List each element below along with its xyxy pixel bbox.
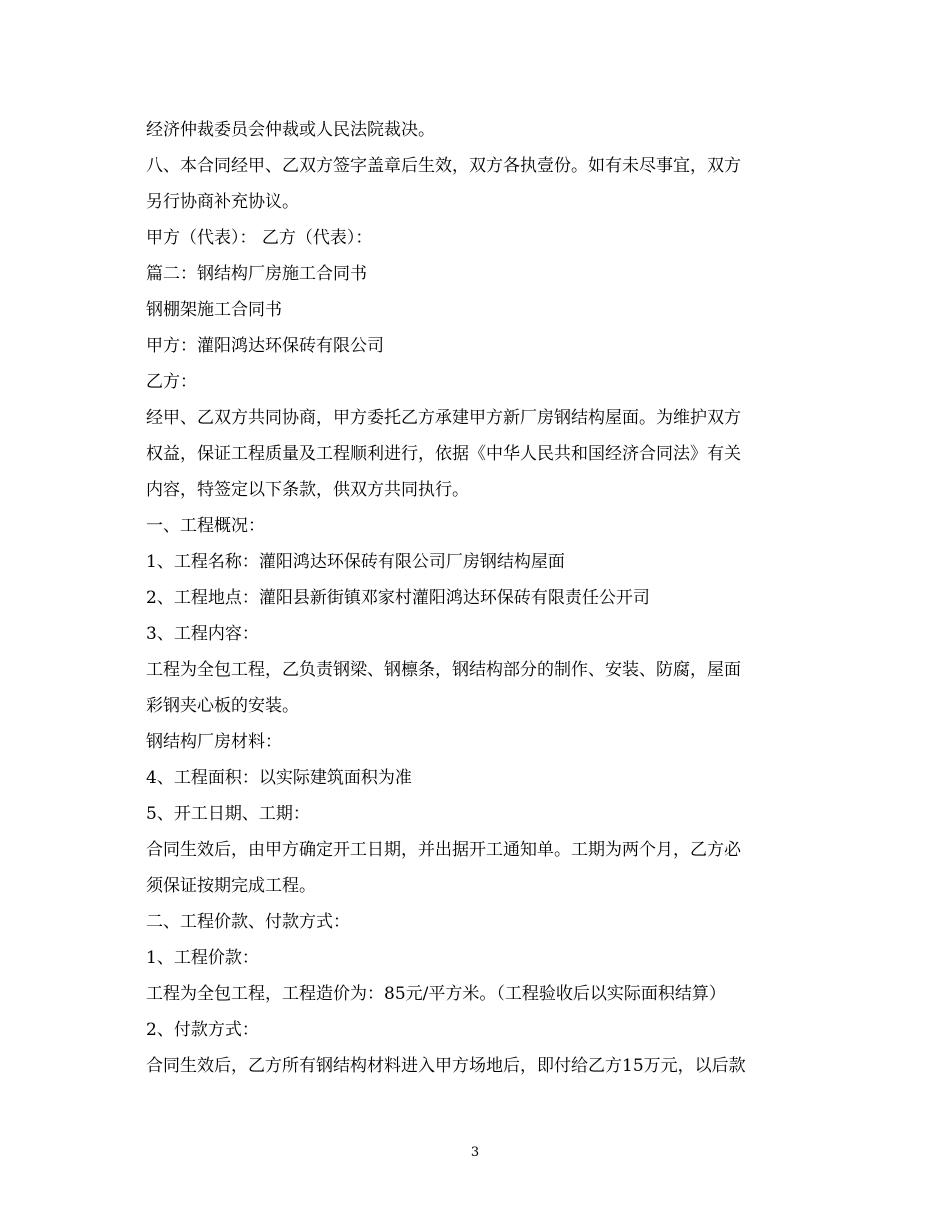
- clause-heading: 一、工程概况：: [146, 516, 265, 536]
- text-line: 2、付款方式：: [146, 1020, 259, 1040]
- contract-title: 钢棚架施工合同书: [146, 300, 282, 320]
- text-line: 3、工程内容：: [146, 624, 259, 644]
- text-line: 另行协商补充协议。: [146, 192, 299, 212]
- text-line: 4、工程面积：以实际建筑面积为准: [146, 768, 412, 788]
- section-heading: 篇二：钢结构厂房施工合同书: [146, 264, 367, 284]
- text-line: 八、本合同经甲、乙双方签字盖章后生效，双方各执壹份。如有未尽事宜，双方: [146, 156, 741, 176]
- text-line: 权益，保证工程质量及工程顺利进行，依据《中华人民共和国经济合同法》有关: [146, 444, 741, 464]
- text-line: 合同生效后，乙方所有钢结构材料进入甲方场地后，即付给乙方15万元，以后款: [146, 1056, 746, 1076]
- party-b: 乙方：: [146, 372, 197, 392]
- text-line: 彩钢夹心板的安装。: [146, 696, 299, 716]
- text-line: 2、工程地点：灌阳县新街镇邓家村灌阳鸿达环保砖有限责任公开司: [146, 588, 650, 608]
- text-line: 钢结构厂房材料：: [146, 732, 282, 752]
- text-line: 1、工程名称：灌阳鸿达环保砖有限公司厂房钢结构屋面: [146, 552, 565, 572]
- party-a: 甲方：灌阳鸿达环保砖有限公司: [146, 336, 384, 356]
- text-line: 经济仲裁委员会仲裁或人民法院裁决。: [146, 120, 435, 140]
- text-line: 甲方（代表）： 乙方（代表）：: [146, 228, 373, 248]
- clause-heading: 二、工程价款、付款方式：: [146, 912, 350, 932]
- text-line: 经甲、乙双方共同协商，甲方委托乙方承建甲方新厂房钢结构屋面。为维护双方: [146, 408, 741, 428]
- text-line: 合同生效后，由甲方确定开工日期，并出据开工通知单。工期为两个月，乙方必: [146, 840, 741, 860]
- text-line: 须保证按期完成工程。: [146, 876, 316, 896]
- text-line: 1、工程价款：: [146, 948, 259, 968]
- text-line: 工程为全包工程，工程造价为：85元/平方米。（工程验收后以实际面积结算）: [146, 984, 726, 1004]
- text-line: 内容，特签定以下条款，供双方共同执行。: [146, 480, 469, 500]
- text-line: 工程为全包工程，乙负责钢梁、钢檩条，钢结构部分的制作、安装、防腐，屋面: [146, 660, 741, 680]
- text-line: 5、开工日期、工期：: [146, 804, 310, 824]
- page-number: 3: [470, 1145, 480, 1160]
- document-body: [146, 112, 806, 1084]
